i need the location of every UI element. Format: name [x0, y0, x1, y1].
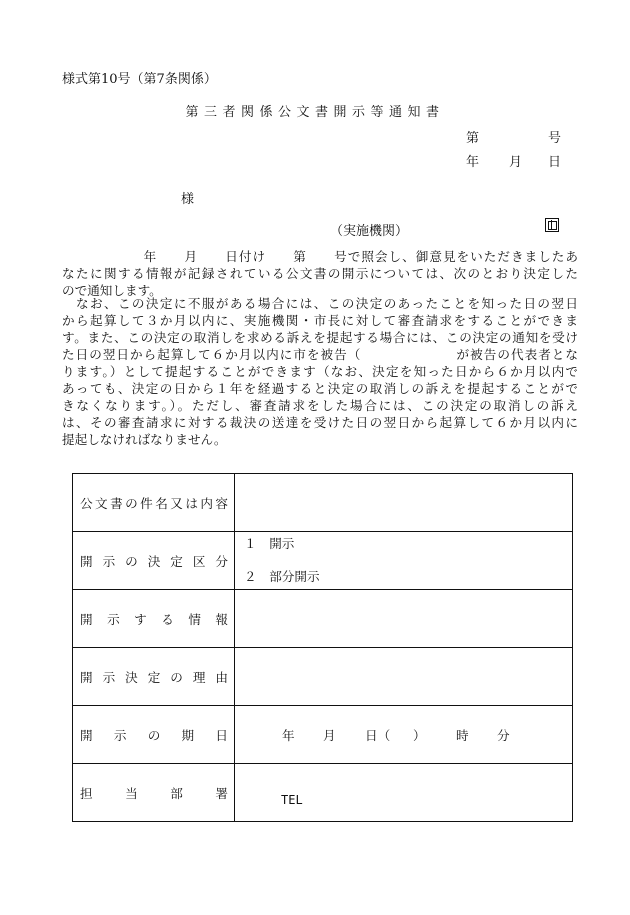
- intro-line: なたに関する情報が記録されている公文書の開示については、次のとおり決定した: [62, 266, 578, 281]
- intro-paragraph: [62, 248, 578, 299]
- notice-line: 提起しなければなりません。: [62, 432, 227, 447]
- implementing-agency: （実施機関）: [330, 224, 409, 239]
- appeal-notice-paragraph: [62, 295, 578, 448]
- document-title: 第三者関係公文書開示等通知書: [185, 105, 445, 120]
- year-label: 年: [282, 728, 295, 743]
- notice-line: きなくなります。）。ただし、審査請求をした場合には、この決定の取消しの訴え: [62, 398, 578, 413]
- notice-line: あっても、決定の日から１年を経過すると決定の取消しの訴えを提起することがで: [62, 381, 578, 396]
- value-decision-reason[interactable]: [235, 648, 573, 706]
- label-disclosure-date: 開示の期日: [73, 706, 235, 764]
- label-decision-reason: 開示決定の理由: [73, 648, 235, 706]
- minute-label: 分: [497, 728, 510, 743]
- notice-line: た日の翌日から起算して６か月以内に市を被告（ が被告の代表者とな: [62, 347, 578, 362]
- label-document-subject: 公文書の件名又は内容: [73, 474, 235, 532]
- value-disclosed-information[interactable]: [235, 590, 573, 648]
- notice-line: ります。）として提起することができます（なお、決定を知った日から６か月以内で: [62, 364, 578, 379]
- month-label: 月: [323, 728, 336, 743]
- value-department[interactable]: [235, 764, 573, 822]
- value-disclosure-date[interactable]: [235, 706, 573, 764]
- date-day-label: 日: [548, 155, 562, 170]
- close-paren: ）: [413, 728, 426, 743]
- value-decision-category: [235, 532, 573, 590]
- table-row-disclosed-information: [73, 590, 573, 648]
- disclosure-datetime: [235, 725, 572, 744]
- table-row-document-subject: [73, 474, 573, 532]
- document-number-prefix: 第: [466, 131, 480, 146]
- option-partial-disclosure[interactable]: ２ 部分開示: [244, 569, 320, 584]
- label-disclosed-information: 開示する情報: [73, 590, 235, 648]
- document-number-suffix: 号: [548, 131, 562, 146]
- label-decision-category: 開示の決定区分: [73, 532, 235, 590]
- notice-line: から起算して３か月以内に、実施機関・市長に対して審査請求をすることができま: [62, 313, 578, 328]
- date-month-label: 月: [509, 155, 523, 170]
- notice-line: は、その審査請求に対する裁決の送達を受けた日の翌日から起算して６か月以内に: [62, 415, 578, 430]
- day-open-paren: 日（: [365, 728, 391, 743]
- intro-line: 年 月 日付け 第 号で照会し、御意見をいただきましたあ: [62, 249, 578, 264]
- value-document-subject[interactable]: [235, 474, 573, 532]
- tel-label: TEL: [281, 792, 303, 807]
- label-department: 担当部署: [73, 764, 235, 822]
- table-row-decision-category: [73, 532, 573, 590]
- intro-line: ので通知します。: [62, 283, 162, 298]
- date-year-label: 年: [466, 155, 480, 170]
- seal-icon: [545, 218, 559, 232]
- disclosure-details-table: [72, 473, 573, 822]
- table-row-department: [73, 764, 573, 822]
- table-row-disclosure-date: [73, 706, 573, 764]
- option-full-disclosure[interactable]: １ 開示: [244, 536, 295, 551]
- hour-label: 時: [456, 728, 469, 743]
- table-row-decision-reason: [73, 648, 573, 706]
- form-number: 様式第10号（第7条関係）: [62, 72, 217, 87]
- addressee-honorific: 様: [181, 192, 195, 207]
- notice-line: す。また、この決定の取消しを求める訴えを提起する場合には、この決定の通知を受け: [62, 330, 578, 345]
- notice-line: なお、この決定に不服がある場合には、この決定のあったことを知った日の翌日: [62, 296, 578, 311]
